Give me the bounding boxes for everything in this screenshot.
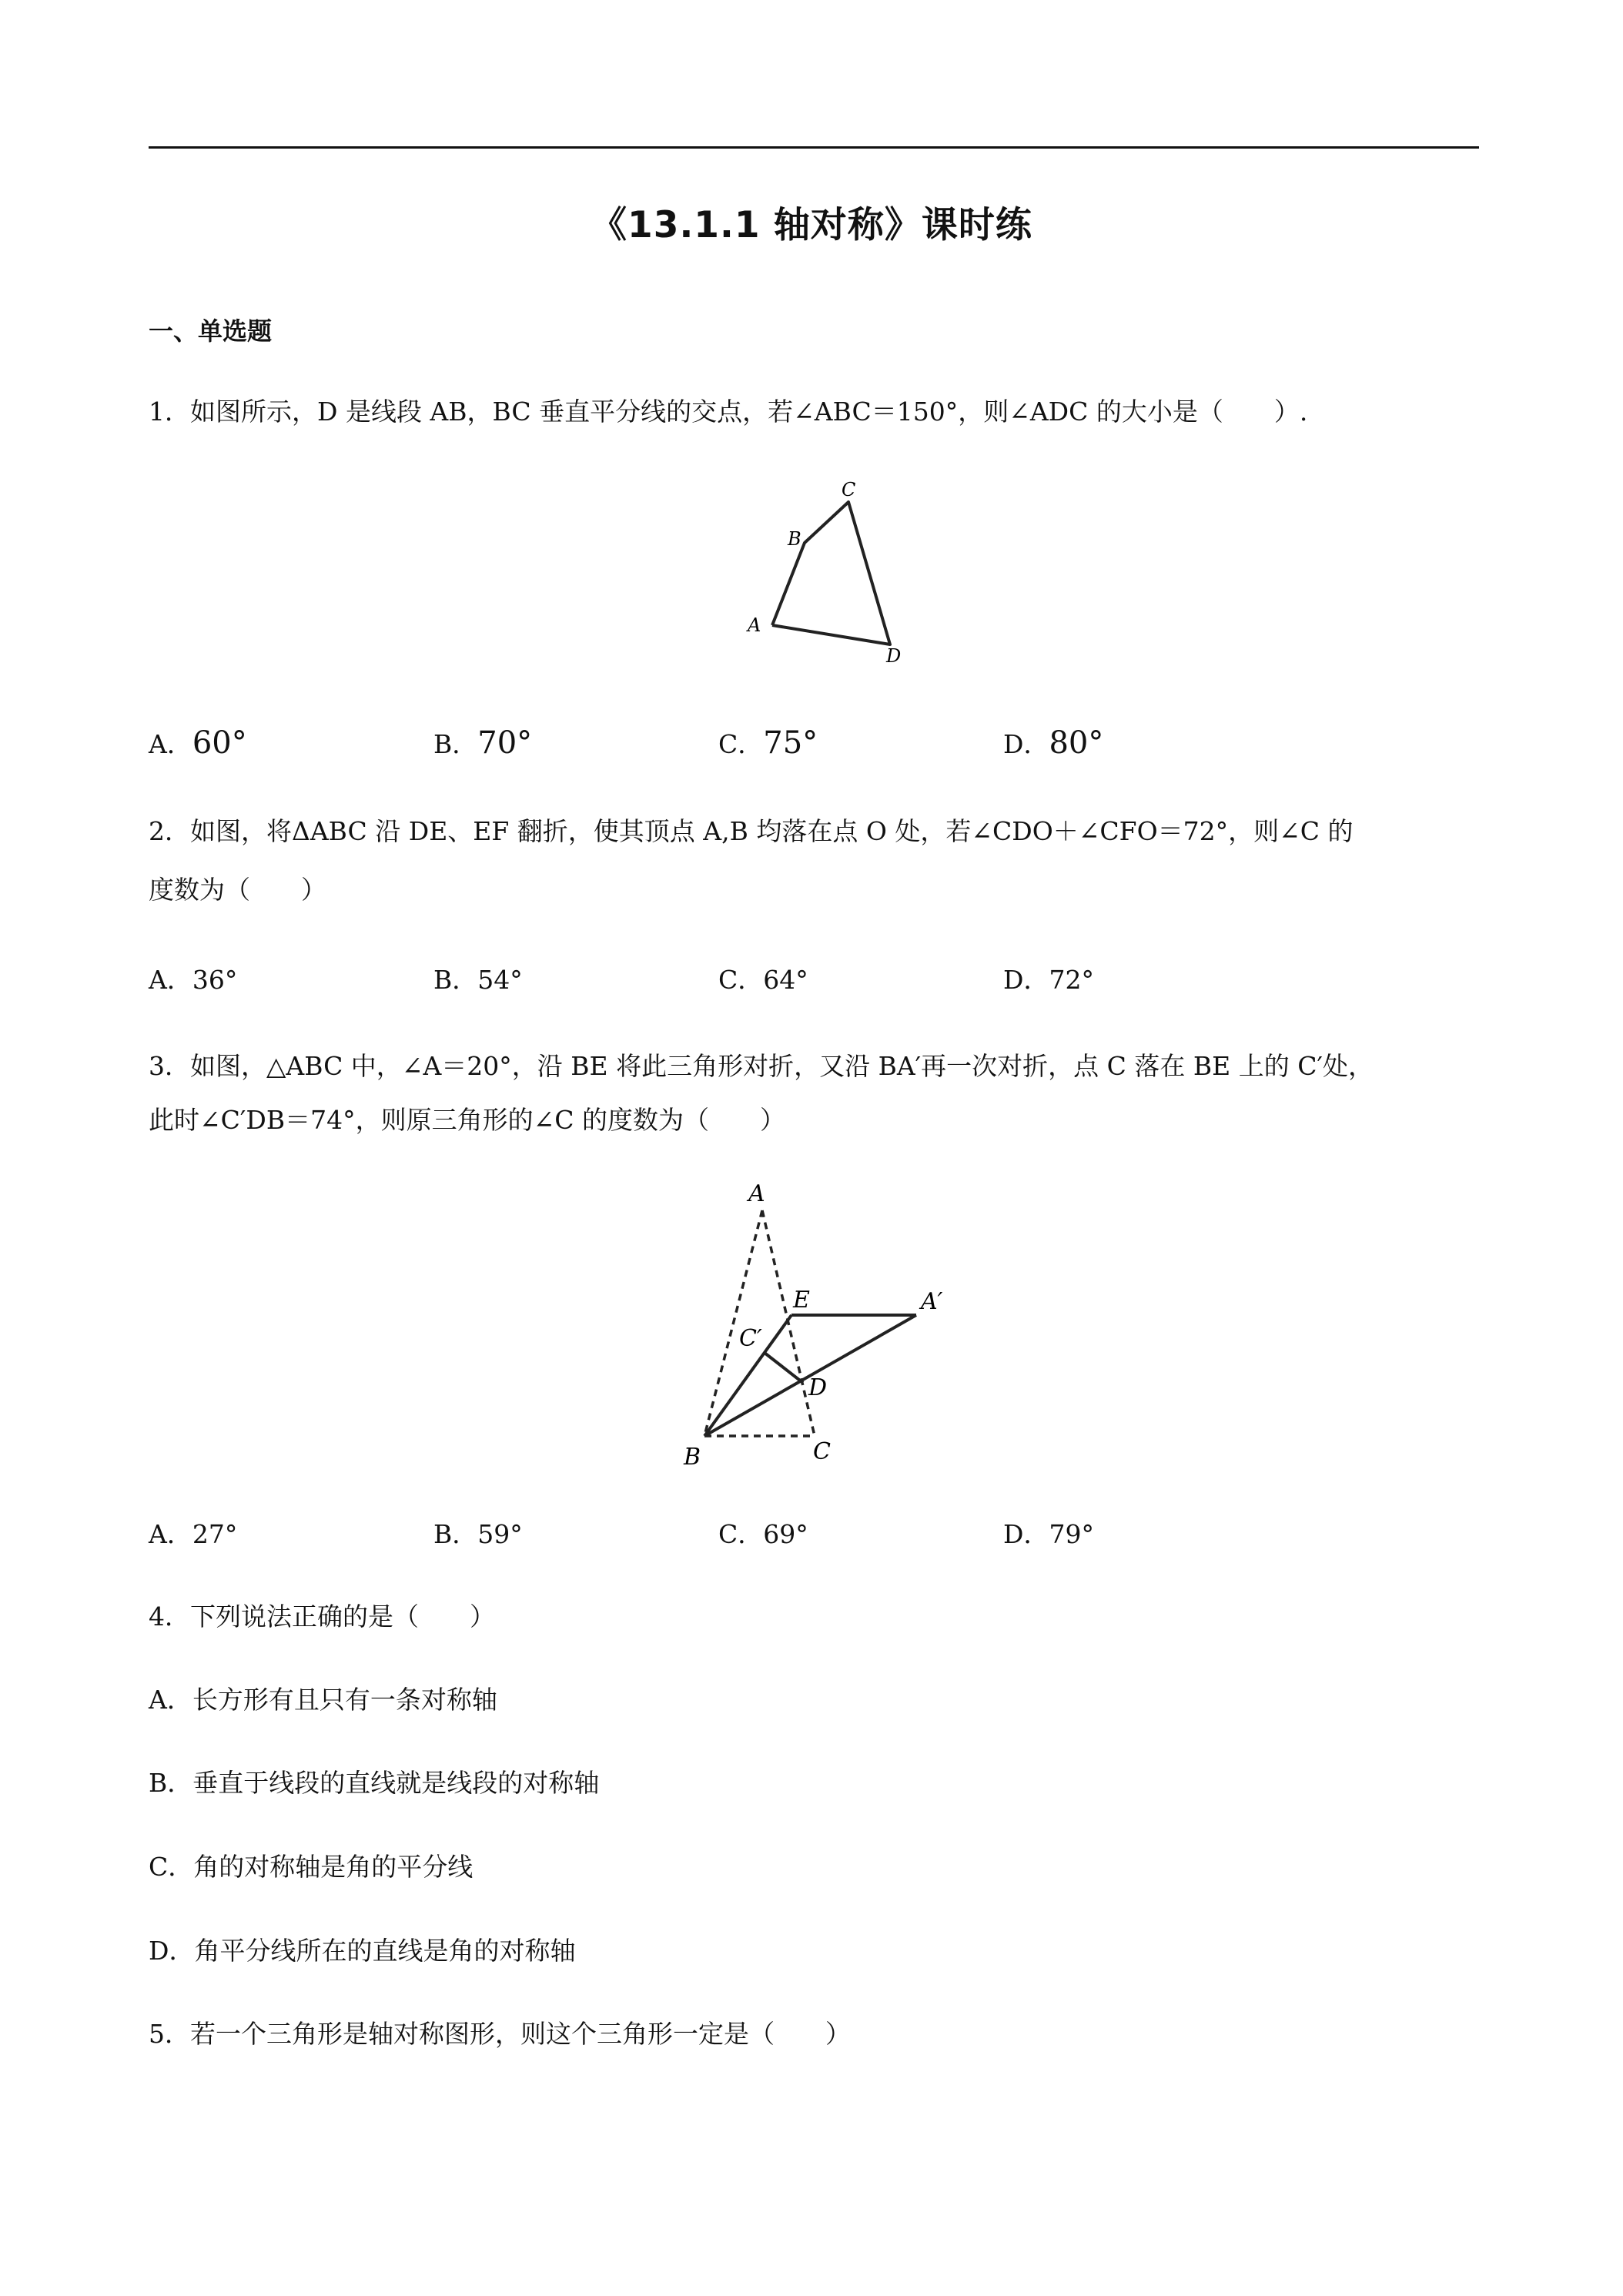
dashed-edge-ab <box>704 1210 762 1436</box>
option-value: 70° <box>477 725 533 761</box>
option-letter: C． <box>718 965 764 995</box>
option-value: 69° <box>763 1519 808 1549</box>
question-2-stem-line-2: 度数为（ ） <box>149 875 326 905</box>
question-2-stem-line-1: 2．如图，将ΔABC 沿 DE、EF 翻折，使其顶点 A,B 均落在点 O 处，若∠CDO＋∠CFO＝72°，则∠C 的 <box>149 816 1354 846</box>
option-a[interactable] <box>149 961 237 999</box>
folded-triangle-diagram <box>662 1178 986 1482</box>
option-b[interactable] <box>433 724 532 764</box>
option-letter: D． <box>1003 1519 1049 1549</box>
question-4-choice-d[interactable]: D．角平分线所在的直线是角的对称轴 <box>149 1936 576 1966</box>
question-2-options <box>149 961 1479 999</box>
option-value: 60° <box>192 725 247 761</box>
label-b: B <box>788 528 801 550</box>
question-1-options <box>149 724 1479 762</box>
question-4-choice-c[interactable]: C．角的对称轴是角的平分线 <box>149 1852 474 1882</box>
option-value: 79° <box>1049 1519 1094 1549</box>
option-value: 75° <box>763 725 818 761</box>
question-4-stem: 4．下列说法正确的是（ ） <box>149 1602 495 1632</box>
option-a[interactable] <box>149 724 247 764</box>
page-title: 《13.1.1 轴对称》课时练 <box>591 204 1032 246</box>
option-value: 36° <box>192 965 238 995</box>
option-letter: A． <box>149 729 192 759</box>
question-5-stem: 5．若一个三角形是轴对称图形，则这个三角形一定是（ ） <box>149 2019 851 2049</box>
label-c: C <box>842 479 856 500</box>
option-a[interactable] <box>149 1515 237 1554</box>
option-c[interactable] <box>718 961 808 999</box>
label-a: A <box>748 614 761 636</box>
option-value: 80° <box>1049 725 1104 761</box>
label-e: E <box>793 1287 810 1314</box>
option-d[interactable] <box>1003 961 1094 999</box>
label-c: C <box>813 1438 831 1465</box>
option-letter: D． <box>1003 965 1049 995</box>
option-letter: B． <box>433 1519 478 1549</box>
label-a-prime: A′ <box>921 1288 943 1315</box>
quadrilateral-outline <box>772 502 890 644</box>
label-a: A <box>748 1180 765 1207</box>
option-c[interactable] <box>718 1515 808 1554</box>
question-3-stem-line-2: 此时∠C′DB＝74°，则原三角形的∠C 的度数为（ ） <box>149 1105 785 1135</box>
header-rule <box>149 146 1479 149</box>
label-b: B <box>684 1444 701 1471</box>
quadrilateral-abcd-diagram <box>720 477 920 670</box>
option-value: 27° <box>192 1519 238 1549</box>
option-c[interactable] <box>718 724 818 764</box>
option-letter: B． <box>433 729 478 759</box>
option-d[interactable] <box>1003 724 1103 764</box>
option-d[interactable] <box>1003 1515 1094 1554</box>
label-c-prime: C′ <box>739 1325 762 1352</box>
option-letter: C． <box>718 729 764 759</box>
question-1-figure <box>720 477 920 673</box>
question-3-figure <box>662 1178 986 1485</box>
option-letter: A． <box>149 965 192 995</box>
question-4-choice-b[interactable]: B．垂直于线段的直线就是线段的对称轴 <box>149 1768 600 1798</box>
label-d: D <box>808 1374 828 1401</box>
question-3-options <box>149 1515 1479 1554</box>
section-heading: 一、单选题 <box>149 316 273 346</box>
option-b[interactable] <box>433 1515 523 1554</box>
option-letter: D． <box>1003 729 1049 759</box>
question-4-choice-a[interactable]: A．长方形有且只有一条对称轴 <box>149 1685 497 1715</box>
option-b[interactable] <box>433 961 523 999</box>
option-letter: C． <box>718 1519 764 1549</box>
option-value: 64° <box>763 965 808 995</box>
option-value: 54° <box>477 965 523 995</box>
question-3-stem-line-1: 3．如图，△ABC 中，∠A＝20°，沿 BE 将此三角形对折，又沿 BA′再一次对折，点 C 落在 BE 上的 C′处， <box>149 1051 1374 1081</box>
option-letter: B． <box>433 965 478 995</box>
dashed-edge-ac <box>762 1210 815 1436</box>
option-value: 72° <box>1049 965 1094 995</box>
question-1-stem: 1．如图所示，D 是线段 AB，BC 垂直平分线的交点，若∠ABC＝150°，则∠ADC 的大小是（ ）. <box>149 397 1308 427</box>
option-value: 59° <box>477 1519 523 1549</box>
label-d: D <box>886 645 902 667</box>
option-letter: A． <box>149 1519 192 1549</box>
